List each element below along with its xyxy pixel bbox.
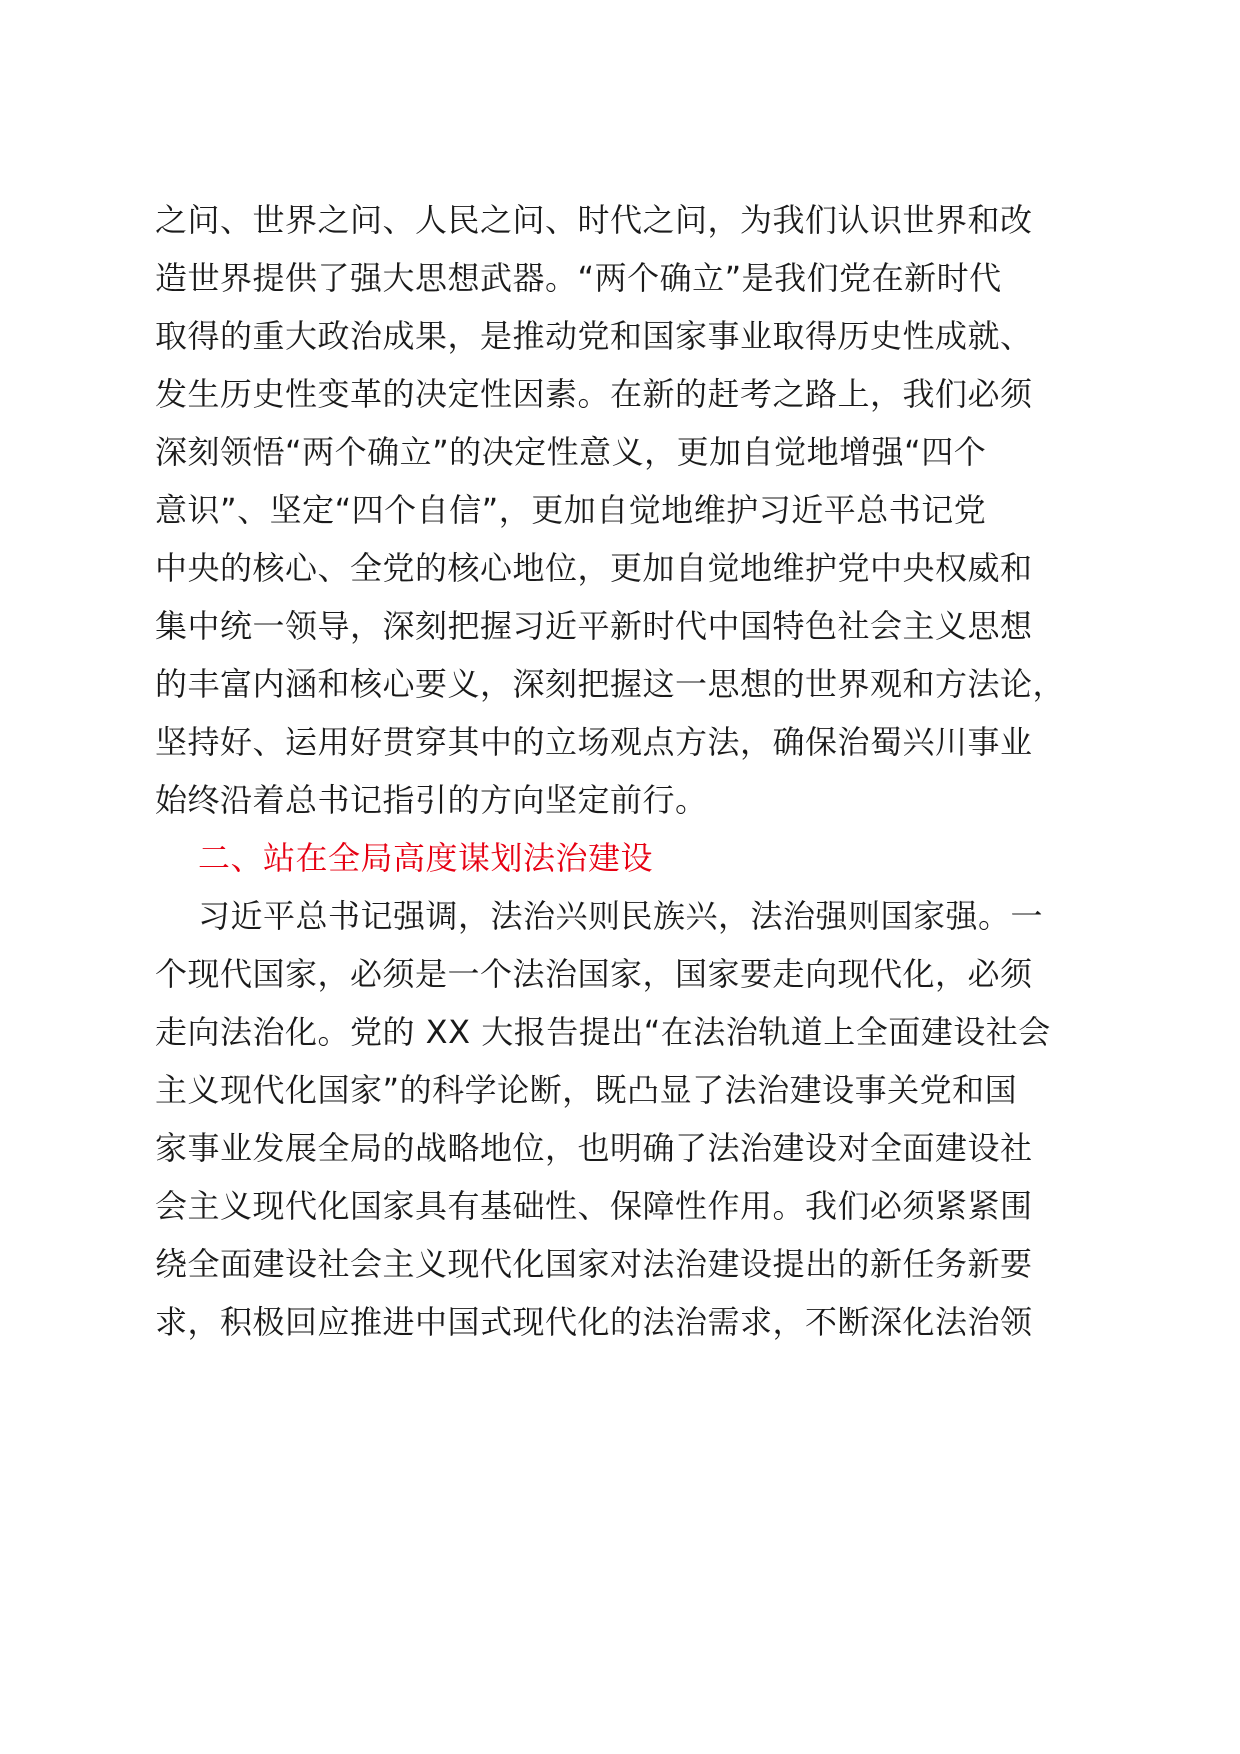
paragraph-first-line: 习近平总书记强调，法治兴则民族兴，法治强则国家强。一 xyxy=(198,897,1044,935)
text-line: 之问、世界之问、人民之问、时代之问，为我们认识世界和改 xyxy=(155,201,1033,239)
text-line: 主义现代化国家”的科学论断，既凸显了法治建设事关党和国 xyxy=(155,1071,1018,1109)
text-line: 家事业发展全局的战略地位，也明确了法治建设对全面建设社 xyxy=(155,1129,1033,1167)
text-line: 发生历史性变革的决定性因素。在新的赶考之路上，我们必须 xyxy=(155,375,1033,413)
text-line: 绕全面建设社会主义现代化国家对法治建设提出的新任务新要 xyxy=(155,1245,1033,1283)
text-line: 走向法治化。党的 XX 大报告提出“在法治轨道上全面建设社会 xyxy=(155,1013,1051,1051)
text-line: 的丰富内涵和核心要义，深刻把握这一思想的世界观和方法论， xyxy=(155,665,1066,703)
text-line: 集中统一领导，深刻把握习近平新时代中国特色社会主义思想 xyxy=(155,607,1033,645)
text-line: 造世界提供了强大思想武器。“两个确立”是我们党在新时代 xyxy=(155,259,1002,297)
text-line: 中央的核心、全党的核心地位，更加自觉地维护党中央权威和 xyxy=(155,549,1033,587)
text-line: 意识”、坚定“四个自信”，更加自觉地维护习近平总书记党 xyxy=(155,491,987,529)
section-heading: 二、站在全局高度谋划法治建设 xyxy=(198,839,654,877)
text-line: 求，积极回应推进中国式现代化的法治需求，不断深化法治领 xyxy=(155,1303,1033,1341)
text-line: 取得的重大政治成果，是推动党和国家事业取得历史性成就、 xyxy=(155,317,1033,355)
text-line: 始终沿着总书记指引的方向坚定前行。 xyxy=(155,781,708,819)
text-line: 会主义现代化国家具有基础性、保障性作用。我们必须紧紧围 xyxy=(155,1187,1033,1225)
text-line: 深刻领悟“两个确立”的决定性意义，更加自觉地增强“四个 xyxy=(155,433,987,471)
text-line: 个现代国家，必须是一个法治国家，国家要走向现代化，必须 xyxy=(155,955,1033,993)
text-line: 坚持好、运用好贯穿其中的立场观点方法，确保治蜀兴川事业 xyxy=(155,723,1033,761)
